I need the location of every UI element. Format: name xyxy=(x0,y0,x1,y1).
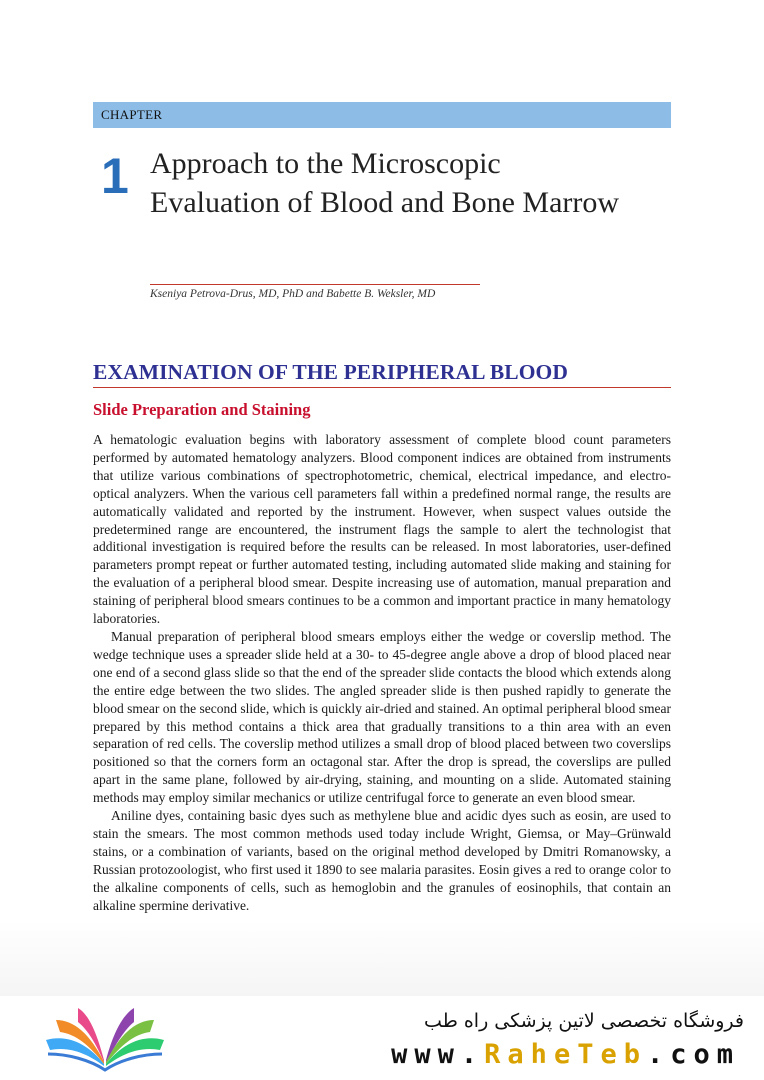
paragraph: Manual preparation of peripheral blood smears employs either the wedge or coverslip method. The wedge technique uses a spreader slide held at a 30- to 45-degree angle above a drop of blood placed near one end of a second glass slide so that the end of the spreader slide contacts the blood which extends along the entire edge between the two slides. The angled spreader slide is then pushed rapidly to generate the blood smear on the second slide, which is quickly air-dried and stained. An optimal peripheral blood smear prepared by this method contains a thick area that gradually transitions to a thin area with an even separation of red cells. The coverslip method utilizes a small drop of blood placed between two coverslips positioned so that the corners form an octagonal star. After the drop is spread, the coverslips are pulled apart in the same plane, followed by air-drying, staining, and mounting on a slide. Automated staining methods may employ similar mechanics or utilize centrifugal force to generate an even blood smear. xyxy=(93,628,671,806)
url-brand: RaheTeb xyxy=(484,1039,647,1070)
chapter-banner xyxy=(93,102,671,128)
section-divider xyxy=(93,387,671,388)
title-divider xyxy=(150,284,480,285)
store-name: فروشگاه تخصصی لاتین پزشکی راه طب xyxy=(424,1010,744,1032)
open-book-logo-icon xyxy=(38,1004,173,1072)
page-fade xyxy=(0,920,764,1000)
url-prefix: www. xyxy=(391,1039,485,1070)
chapter-authors: Kseniya Petrova-Drus, MD, PhD and Babette B. Weksler, MD xyxy=(150,288,436,300)
chapter-label: CHAPTER xyxy=(101,107,163,122)
chapter-number: 1 xyxy=(101,148,129,204)
chapter-title: Approach to the Microscopic Evaluation of Blood and Bone Marrow xyxy=(150,147,620,219)
body-text xyxy=(93,431,671,914)
url-suffix: .com xyxy=(646,1039,740,1070)
paragraph: Aniline dyes, containing basic dyes such as methylene blue and acidic dyes such as eosin, are used to stain the smears. The most common methods used today include Wright, Giemsa, or May–Grünwald stains, or a combination of variants, based on the original method developed by Dmitri Romanowsky, a Russian protozoologist, who first used it 1890 to see malaria parasites. Eosin gives a red to orange color to the alkaline components of cells, such as hemoglobin and the granules of eosinophils, that contain an alkaline spermine derivative. xyxy=(93,808,671,913)
subsection-heading: Slide Preparation and Staining xyxy=(93,400,311,419)
footer-banner xyxy=(0,996,764,1080)
store-url xyxy=(391,1039,740,1070)
paragraph: A hematologic evaluation begins with laboratory assessment of complete blood count parameters performed by automated hematology analyzers. Blood component indices are obtained from instruments that utilize various combinations of spectrophotometric, chemical, electrical impedance, and electro-optical analyzers. When the various cell parameters fall within a predefined normal range, the results are automatically validated and reported by the instrument. However, when suspect values outside the predetermined range are encountered, the instrument flags the sample to alert the technologist that additional investigation is required before the results can be released. In most laboratories, user-defined parameters prompt repeat or further automated testing, including automated slide making and staining for the evaluation of a peripheral blood smear. Despite increasing use of automation, manual preparation and staining of peripheral blood smears continues to be a common and important practice in many hematology laboratories. xyxy=(93,432,671,627)
section-heading: EXAMINATION OF THE PERIPHERAL BLOOD xyxy=(93,360,568,384)
